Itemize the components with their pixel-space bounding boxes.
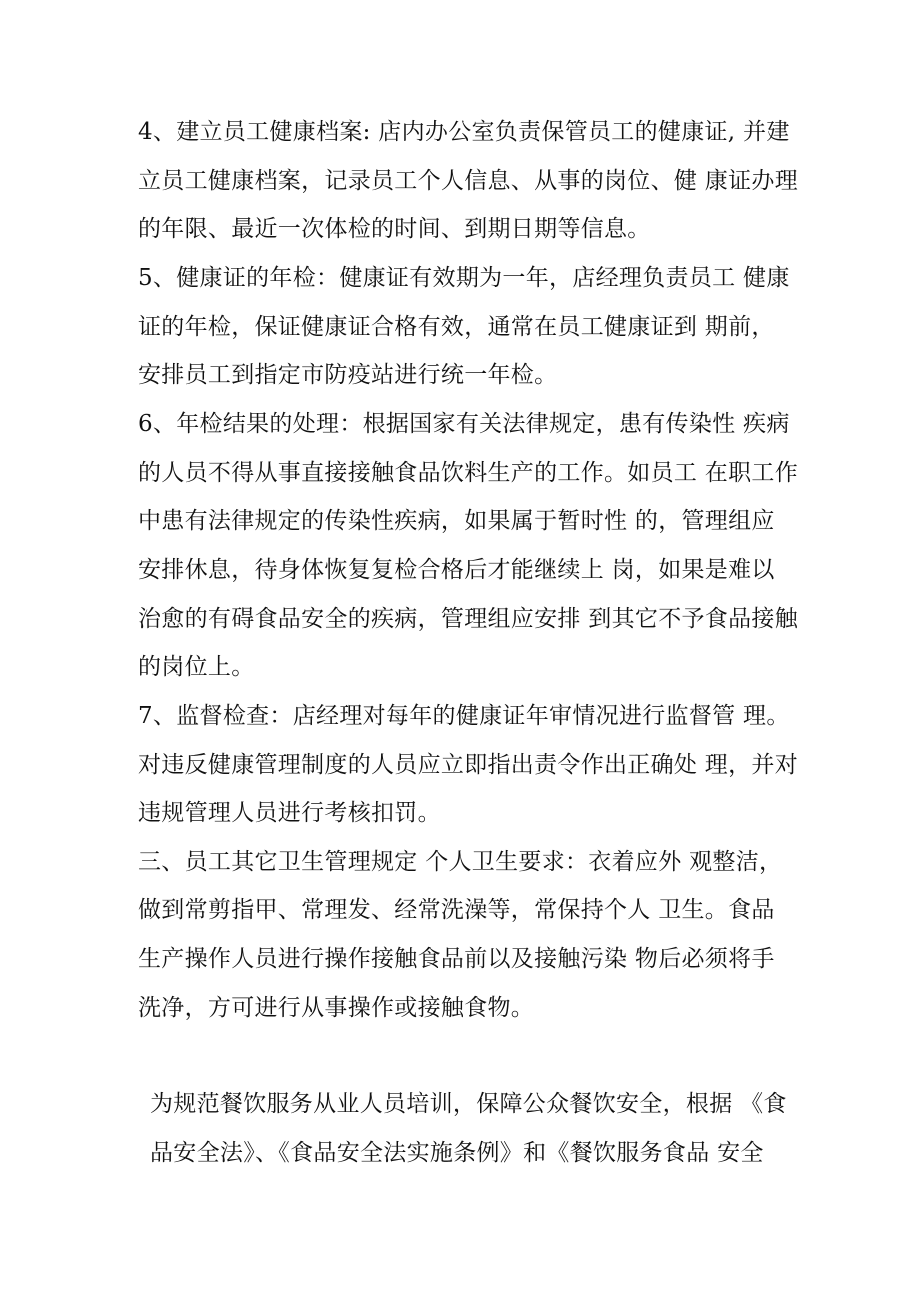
text-line: 生产操作人员进行操作接触食品前以及接触污染 物后必须将手 [138,946,775,972]
text-line: 安排员工到指定市防疫站进行统一年检。 [138,362,558,388]
text-line: 4、建立员工健康档案: 店内办公室负责保管员工的健康证, 并建 [138,119,790,145]
text-line: 中患有法律规定的传染性疾病，如果属于暂时性 的，管理组应 [138,508,775,534]
text-line: 7、监督检查：店经理对每年的健康证年审情况进行监督管 理。 [138,703,790,729]
text-line: 5、健康证的年检：健康证有效期为一年，店经理负责员工 健康 [138,265,790,291]
text-line: 做到常剪指甲、常理发、经常洗澡等，常保持个人 卫生。食品 [138,897,775,923]
text-line: 6、年检结果的处理：根据国家有关法律规定，患有传染性 疾病 [138,411,790,437]
text-line: 治愈的有碍食品安全的疾病，管理组应安排 到其它不予食品接触 [138,606,798,632]
text-line: 的年限、最近一次体检的时间、到期日期等信息。 [138,216,651,242]
text-line: 为规范餐饮服务从业人员培训，保障公众餐饮安全，根据 《食 [150,1091,787,1117]
text-line: 立员工健康档案，记录员工个人信息、从事的岗位、健 康证办理 [138,168,798,194]
text-line: 证的年检，保证健康证合格有效，通常在员工健康证到 期前， [138,314,775,340]
text-line: 安排休息，待身体恢复复检合格后才能继续上 岗，如果是难以 [138,557,775,583]
text-line: 违规管理人员进行考核扣罚。 [138,800,441,826]
text-line: 洗净，方可进行从事操作或接触食物。 [138,995,535,1021]
text-line: 三、员工其它卫生管理规定 个人卫生要求：衣着应外 观整洁， [138,849,783,875]
text-line: 的岗位上。 [138,654,255,680]
text-line: 品安全法》、《食品安全法实施条例》和《餐饮服务食品 安全 [150,1140,764,1166]
text-line: 的人员不得从事直接接触食品饮料生产的工作。如员工 在职工作 [138,460,798,486]
text-line: 对违反健康管理制度的人员应立即指出责令作出正确处 理，并对 [138,752,798,778]
